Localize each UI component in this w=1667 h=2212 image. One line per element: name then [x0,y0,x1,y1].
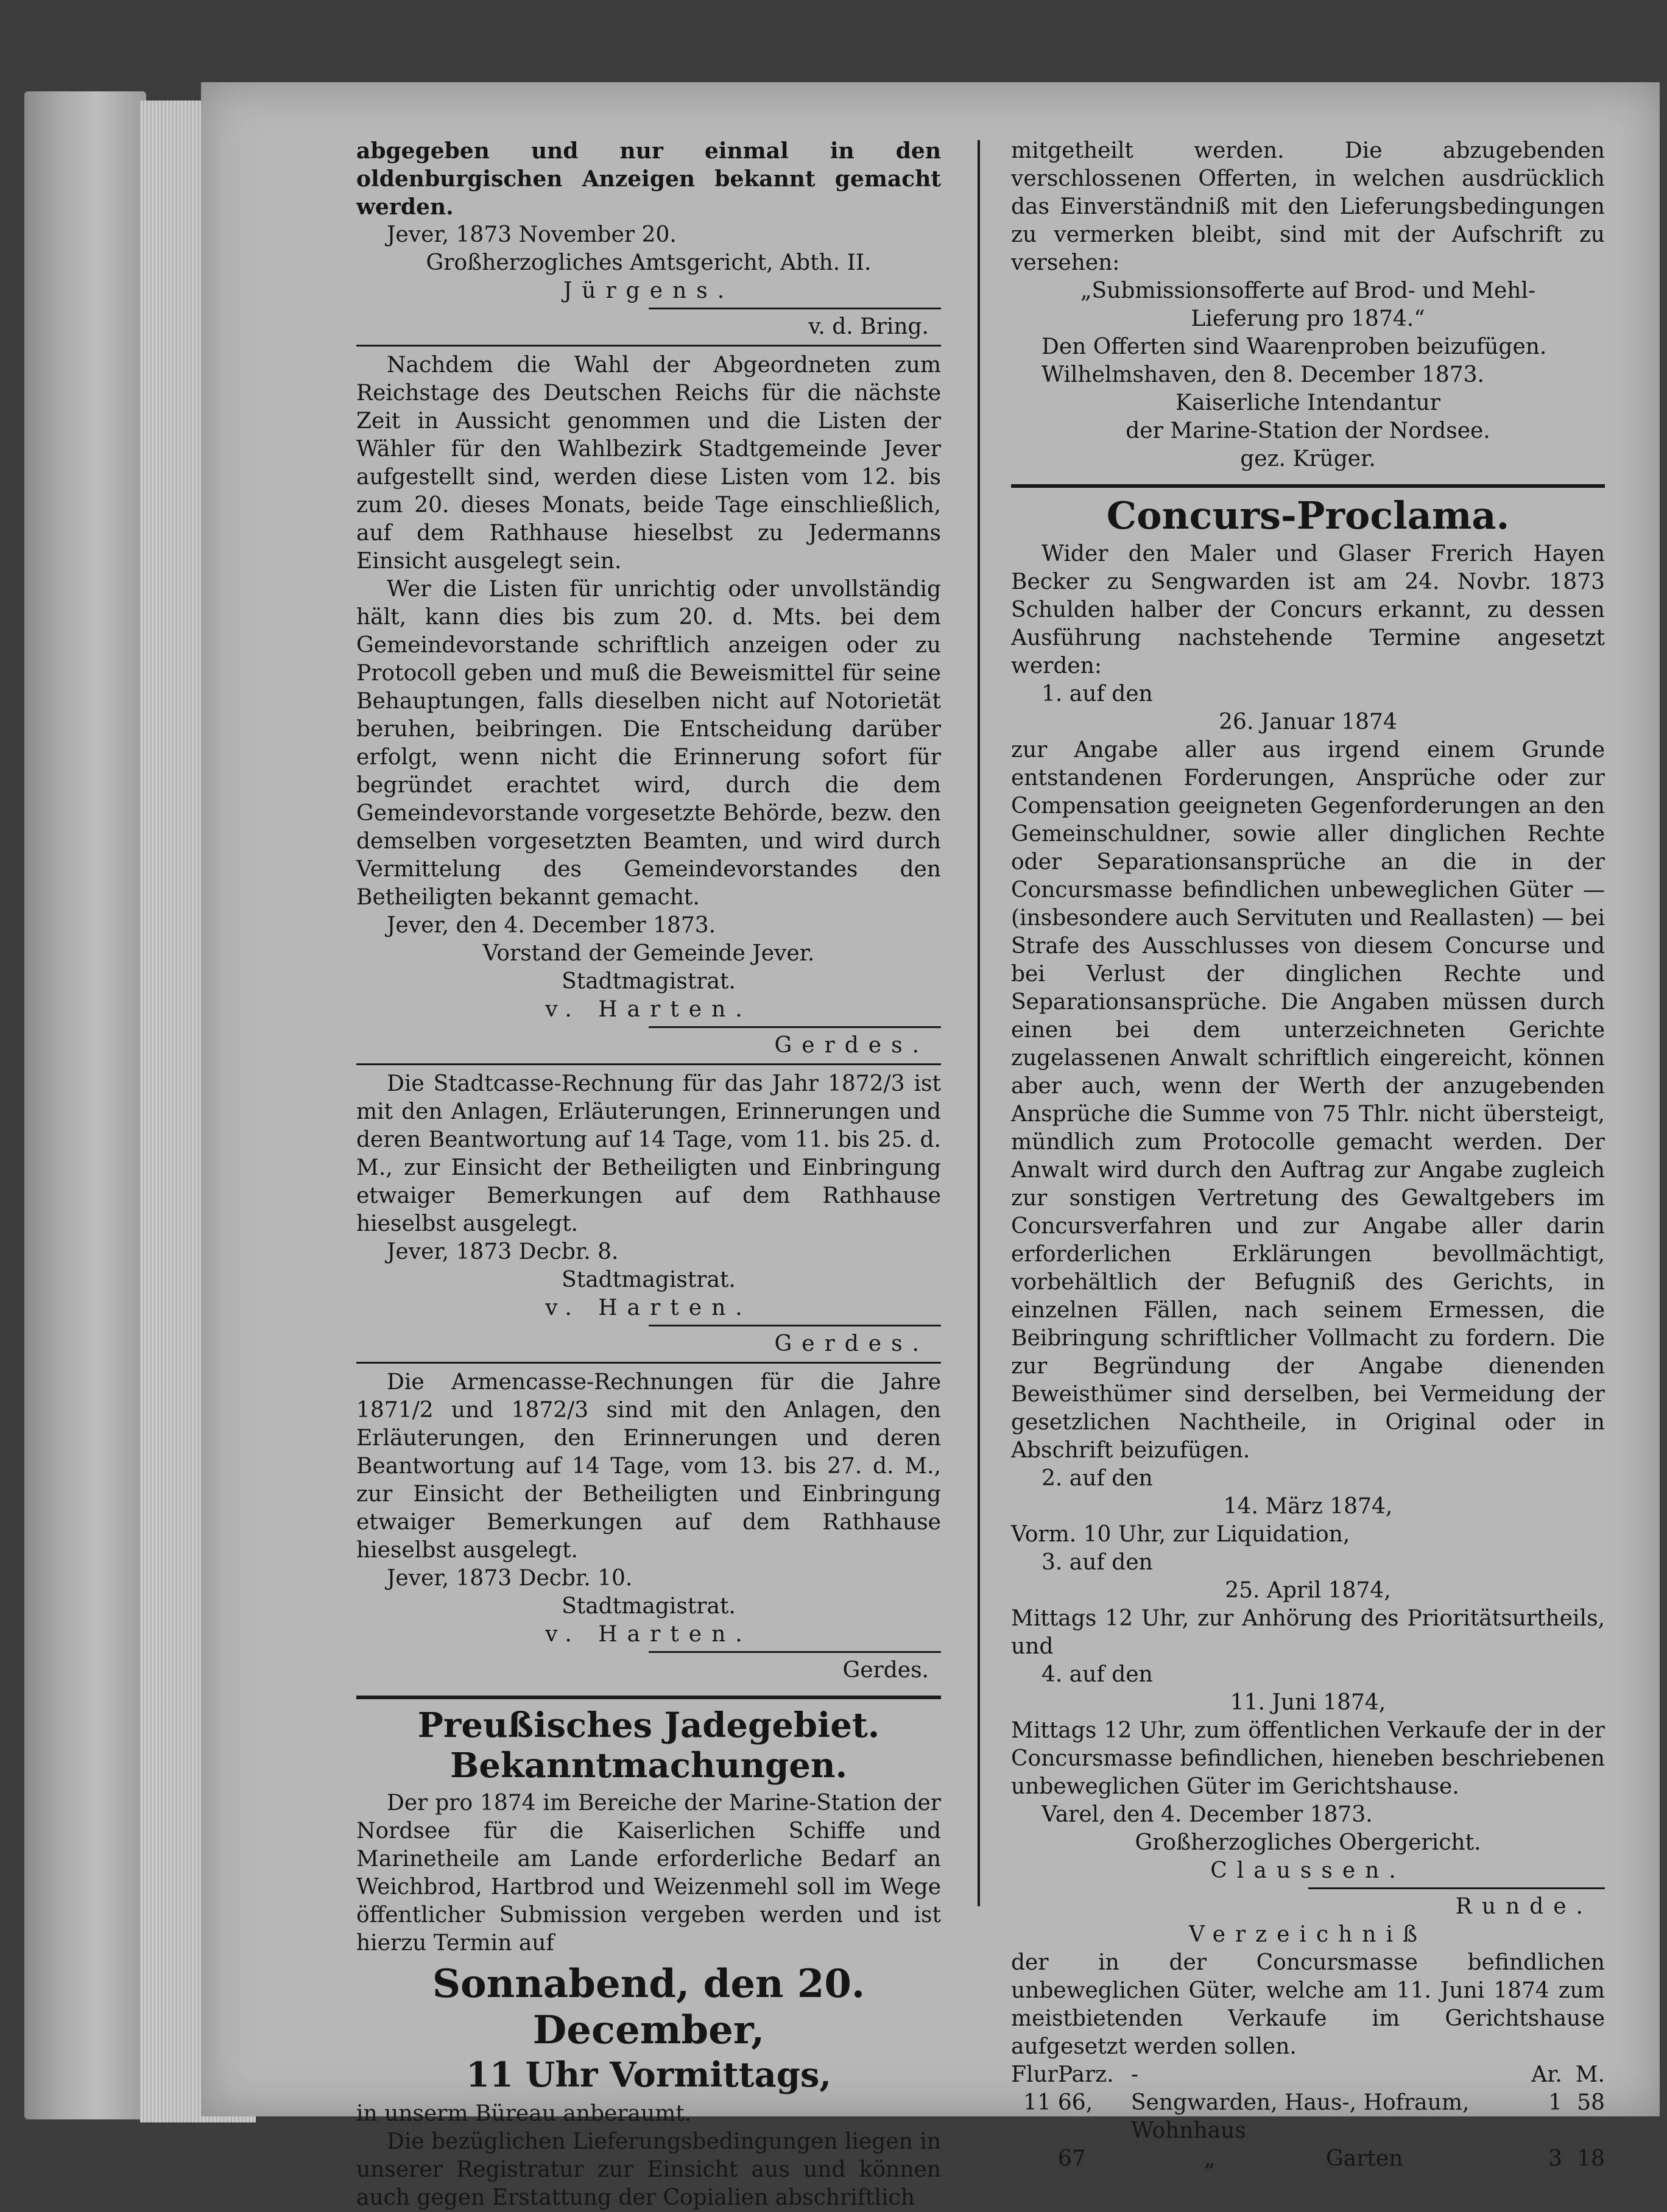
proclama-p2: zur Angabe aller aus irgend einem Grunde entstandenen Forderungen, Ansprüche oder zur Compensation geeigneten Gegenforderungen an den Gemeinschuldner, sowie aller dinglichen Rechte oder Separationsansprüche an die in der Concursmasse befindlichen unbeweglichen Güter — (insbesondere auch Servituten und Reallasten) — bei Strafe des Ausschlusses von diesem Concurse und bei Verlust der dinglichen Rechte und Separationsansprüche. Die Angaben müssen durch einen bei dem unterzeichneten Gerichte zugelassenen Anwalt schriftlich eingereicht, können aber auch, wenn der Werth der anzugebenden Ansprüche die Summe von 75 Thlr. nicht übersteigt, mündlich zum Protocolle gemacht werden. Der Anwalt wird durch den Auftrag zur Angabe zugleich zur sonstigen Vertretung des Gewaltgebers im Concursverfahren und zur Angabe aller darin erforderlichen Erklärungen bevollmächtigt, vorbehältlich der Befugniß des Gerichts, in einzelnen Fällen, nach seinem Ermessen, die Beibringung schriftlicher Vollmacht zu fordern. Die zur Begründung der Angabe dienenden Beweisthümer sind derselben, bei Vermeidung der gesetzlichen Nachtheile, in Original oder in Abschrift beizufügen. [1011,738,1605,1463]
notice4-p1: Die Armencasse-Rechnungen für die Jahre 1871/2 und 1872/3 sind mit den Anlagen, den Erläuterungen, den Erinnerungen und deren Beantwortung auf 14 Tage, vom 13. bis 27. d. M., zur Einsicht der Betheiligten und Einbringung etwaiger Bemerkungen auf dem Rathhause hieselbst ausgelegt. [356,1370,941,1563]
notice3-sig2: v. Harten. [545,1295,752,1320]
section-p2: in unserm Büreau anberaumt. [356,2101,692,2126]
rule [1308,1887,1605,1889]
notice2-sig3: v. Harten. [545,997,752,1022]
rule [1011,484,1605,488]
term3-label: 3. auf den [1041,1550,1153,1575]
row2-m: 18 [1577,2146,1605,2171]
table-row [1011,2145,1605,2173]
col-parz: Parz. [1057,2062,1114,2087]
notice4-sig2: v. Harten. [545,1622,752,1647]
row1-desc: Sengwarden, Haus-, Hofraum, Wohnhaus [1130,2090,1470,2143]
rule [356,345,941,347]
notice2-sig1: Vorstand der Gemeinde Jever. [482,941,815,966]
rule [356,1063,941,1065]
term4-label: 4. auf den [1041,1662,1153,1687]
section-date-big: Sonnabend, den 20. December, [432,1961,865,2053]
col-ar: Ar. [1531,2062,1562,2087]
term2-text: Vorm. 10 Uhr, zur Liquidation, [1011,1522,1350,1547]
notice2-sig4: Gerdes. [774,1033,929,1058]
cont-quote2: Lieferung pro 1874.“ [1191,306,1425,331]
rule [649,1651,941,1653]
table-header-row [1011,2061,1605,2089]
col-m: M. [1575,2062,1605,2087]
section-p1: Der pro 1874 im Bereiche der Marine-Station der Nordsee für die Kaiserlichen Schiffe und Marinetheile am Lande erforderliche Bedarf an Weichbrod, Hartbrod und Weizenmehl soll im Wege öffentlicher Submission vergeben werden und ist hierzu Termin auf [356,1791,941,1956]
term1-date: 26. Januar 1874 [1219,710,1397,734]
notice4-sig1: Stadtmagistrat. [562,1594,736,1619]
notice1-date: Jever, 1873 November 20. [387,222,677,247]
rule [649,1026,941,1028]
verzeichnis-p1: der in der Concursmasse befindlichen unbeweglichen Güter, welche am 11. Juni 1874 zum meistbietenden Verkaufe im Gerichtshause aufgesetzt werden sollen. [1011,1950,1605,2059]
cont-sig1: Kaiserliche Intendantur [1175,390,1440,415]
proclama-p1: Wider den Maler und Glaser Frerich Hayen Becker zu Sengwarden ist am 24. Novbr. 1873 Schulden halber der Concurs erkannt, zu dessen Ausführung nachstehende Termine angesetzt werden: [1011,541,1605,678]
table-row [1011,2089,1605,2145]
notice1-court: Großherzogliches Amtsgericht, Abth. II. [426,250,872,275]
section-subtitle: Bekanntmachungen. [449,1745,848,1786]
cont-quote1: „Submissionsofferte auf Brod- und Mehl- [1080,278,1536,303]
row1-m: 58 [1577,2090,1605,2115]
cont-sig2: der Marine-Station der Nordsee. [1126,418,1490,443]
notice3-p1: Die Stadtcasse-Rechnung für das Jahr 1872/3 ist mit den Anlagen, Erläuterungen, Erinnerungen und deren Beantwortung auf 14 Tage, vom 11. bis 25. d. M., zur Einsicht der Betheiligten und Einbringung etwaiger Bemerkungen auf dem Rathhause hieselbst ausgelegt. [356,1071,941,1236]
proclama-sig3: Runde. [1455,1894,1593,1919]
notice2-sig2: Stadtmagistrat. [562,969,736,994]
column-divider [978,140,980,1906]
proclama-sig1: Großherzogliches Obergericht. [1135,1830,1481,1855]
property-table [1011,2061,1605,2173]
section-time-big: 11 Uhr Vormittags, [466,2055,831,2095]
cont-p1: mitgetheilt werden. Die abzugebenden verschlossenen Offerten, in welchen ausdrücklich das Einverständniß mit den Lieferungsbedingungen zu vermerken bleibt, sind mit der Aufschrift zu versehen: [1011,138,1605,275]
proclama-title: Concurs-Proclama. [1106,493,1510,538]
notice1-cosigner: v. d. Bring. [808,314,929,339]
notice2-p1: Nachdem die Wahl der Abgeordneten zum Reichstage des Deutschen Reichs für die nächste Zeit in Aussicht genommen und die Listen der Wähler für den Wahlbezirk Stadtgemeinde Jever aufgestellt sind, werden diese Listen vom 12. bis zum 20. dieses Monats, beide Tage einschließlich, auf dem Rathhause hieselbst zu Jedermanns Einsicht ausgelegt sein. [356,353,941,574]
notice4-date: Jever, 1873 Decbr. 10. [387,1566,633,1591]
row2-ar: 3 [1548,2146,1562,2171]
term1-label: 1. auf den [1041,682,1153,706]
book-edge [24,91,146,2119]
term2-label: 2. auf den [1041,1466,1153,1491]
rule [356,1362,941,1364]
rule [356,1696,941,1699]
section-p3: Die bezüglichen Lieferungsbedingungen liegen in unserer Registratur zur Einsicht aus und können auch gegen Erstattung der Copialien abschriftlich [356,2129,941,2210]
verzeichnis-title: Verzeichniß [1188,1922,1428,1947]
term3-text: Mittags 12 Uhr, zur Anhörung des Prioritätsurtheils, und [1011,1606,1605,1659]
cont-date: Wilhelmshaven, den 8. December 1873. [1041,362,1484,387]
row1-flur: 11 [1023,2090,1051,2115]
notice3-sig1: Stadtmagistrat. [562,1267,736,1292]
notice1-text: abgegeben und nur einmal in den oldenburgischen Anzeigen bekannt gemacht werden. [356,138,941,220]
cont-p2: Den Offerten sind Waarenproben beizufügen. [1041,334,1547,359]
notice3-date: Jever, 1873 Decbr. 8. [387,1239,619,1264]
notice1-signer: Jürgens. [563,278,735,303]
proclama-sig2: Claussen. [1210,1858,1406,1883]
rule [649,1325,941,1326]
notice3-sig3: Gerdes. [774,1331,929,1356]
notice2-p2: Wer die Listen für unrichtig oder unvollständig hält, kann dies bis zum 20. d. Mts. bei dem Gemeindevorstande schriftlich anzeigen oder zu Protocoll geben und muß die Beweismittel für seine Behauptungen, falls dieselben nicht auf Notorietät beruhen, beibringen. Die Entscheidung darüber erfolgt, wenn nicht die Erinnerung sofort für begründet erachtet wird, durch die dem Gemeindevorstande vorgesetzte Behörde, bezw. den demselben vorgesetzten Beamten, und wird durch Vermittelung des Gemeindevorstandes den Betheiligten bekannt gemacht. [356,577,941,910]
term2-date: 14. März 1874, [1223,1494,1393,1519]
row1-ar: 1 [1548,2090,1562,2115]
term4-date: 11. Juni 1874, [1230,1690,1386,1715]
col-flur: Flur [1011,2062,1058,2087]
cont-sig3: gez. Krüger. [1240,446,1376,471]
row1-parz: 66, [1057,2090,1093,2115]
proclama-date: Varel, den 4. December 1873. [1041,1802,1373,1827]
left-column [356,137,941,2212]
term4-text: Mittags 12 Uhr, zum öffentlichen Verkaufe der in der Concursmasse befindlichen, hieneben beschriebenen unbeweglichen Güter im Gerichtshause. [1011,1718,1605,1799]
col-dash: - [1130,2062,1139,2087]
notice2-date: Jever, den 4. December 1873. [387,913,716,938]
rule [649,308,941,309]
right-column [1011,137,1605,2173]
row2-ditto: „ [1204,2146,1216,2171]
notice4-sig3: Gerdes. [842,1658,929,1683]
term3-date: 25. April 1874, [1225,1578,1391,1603]
row2-parz: 67 [1057,2146,1086,2171]
section-title: Preußisches Jadegebiet. [417,1705,880,1745]
row2-desc: Garten [1326,2146,1403,2171]
